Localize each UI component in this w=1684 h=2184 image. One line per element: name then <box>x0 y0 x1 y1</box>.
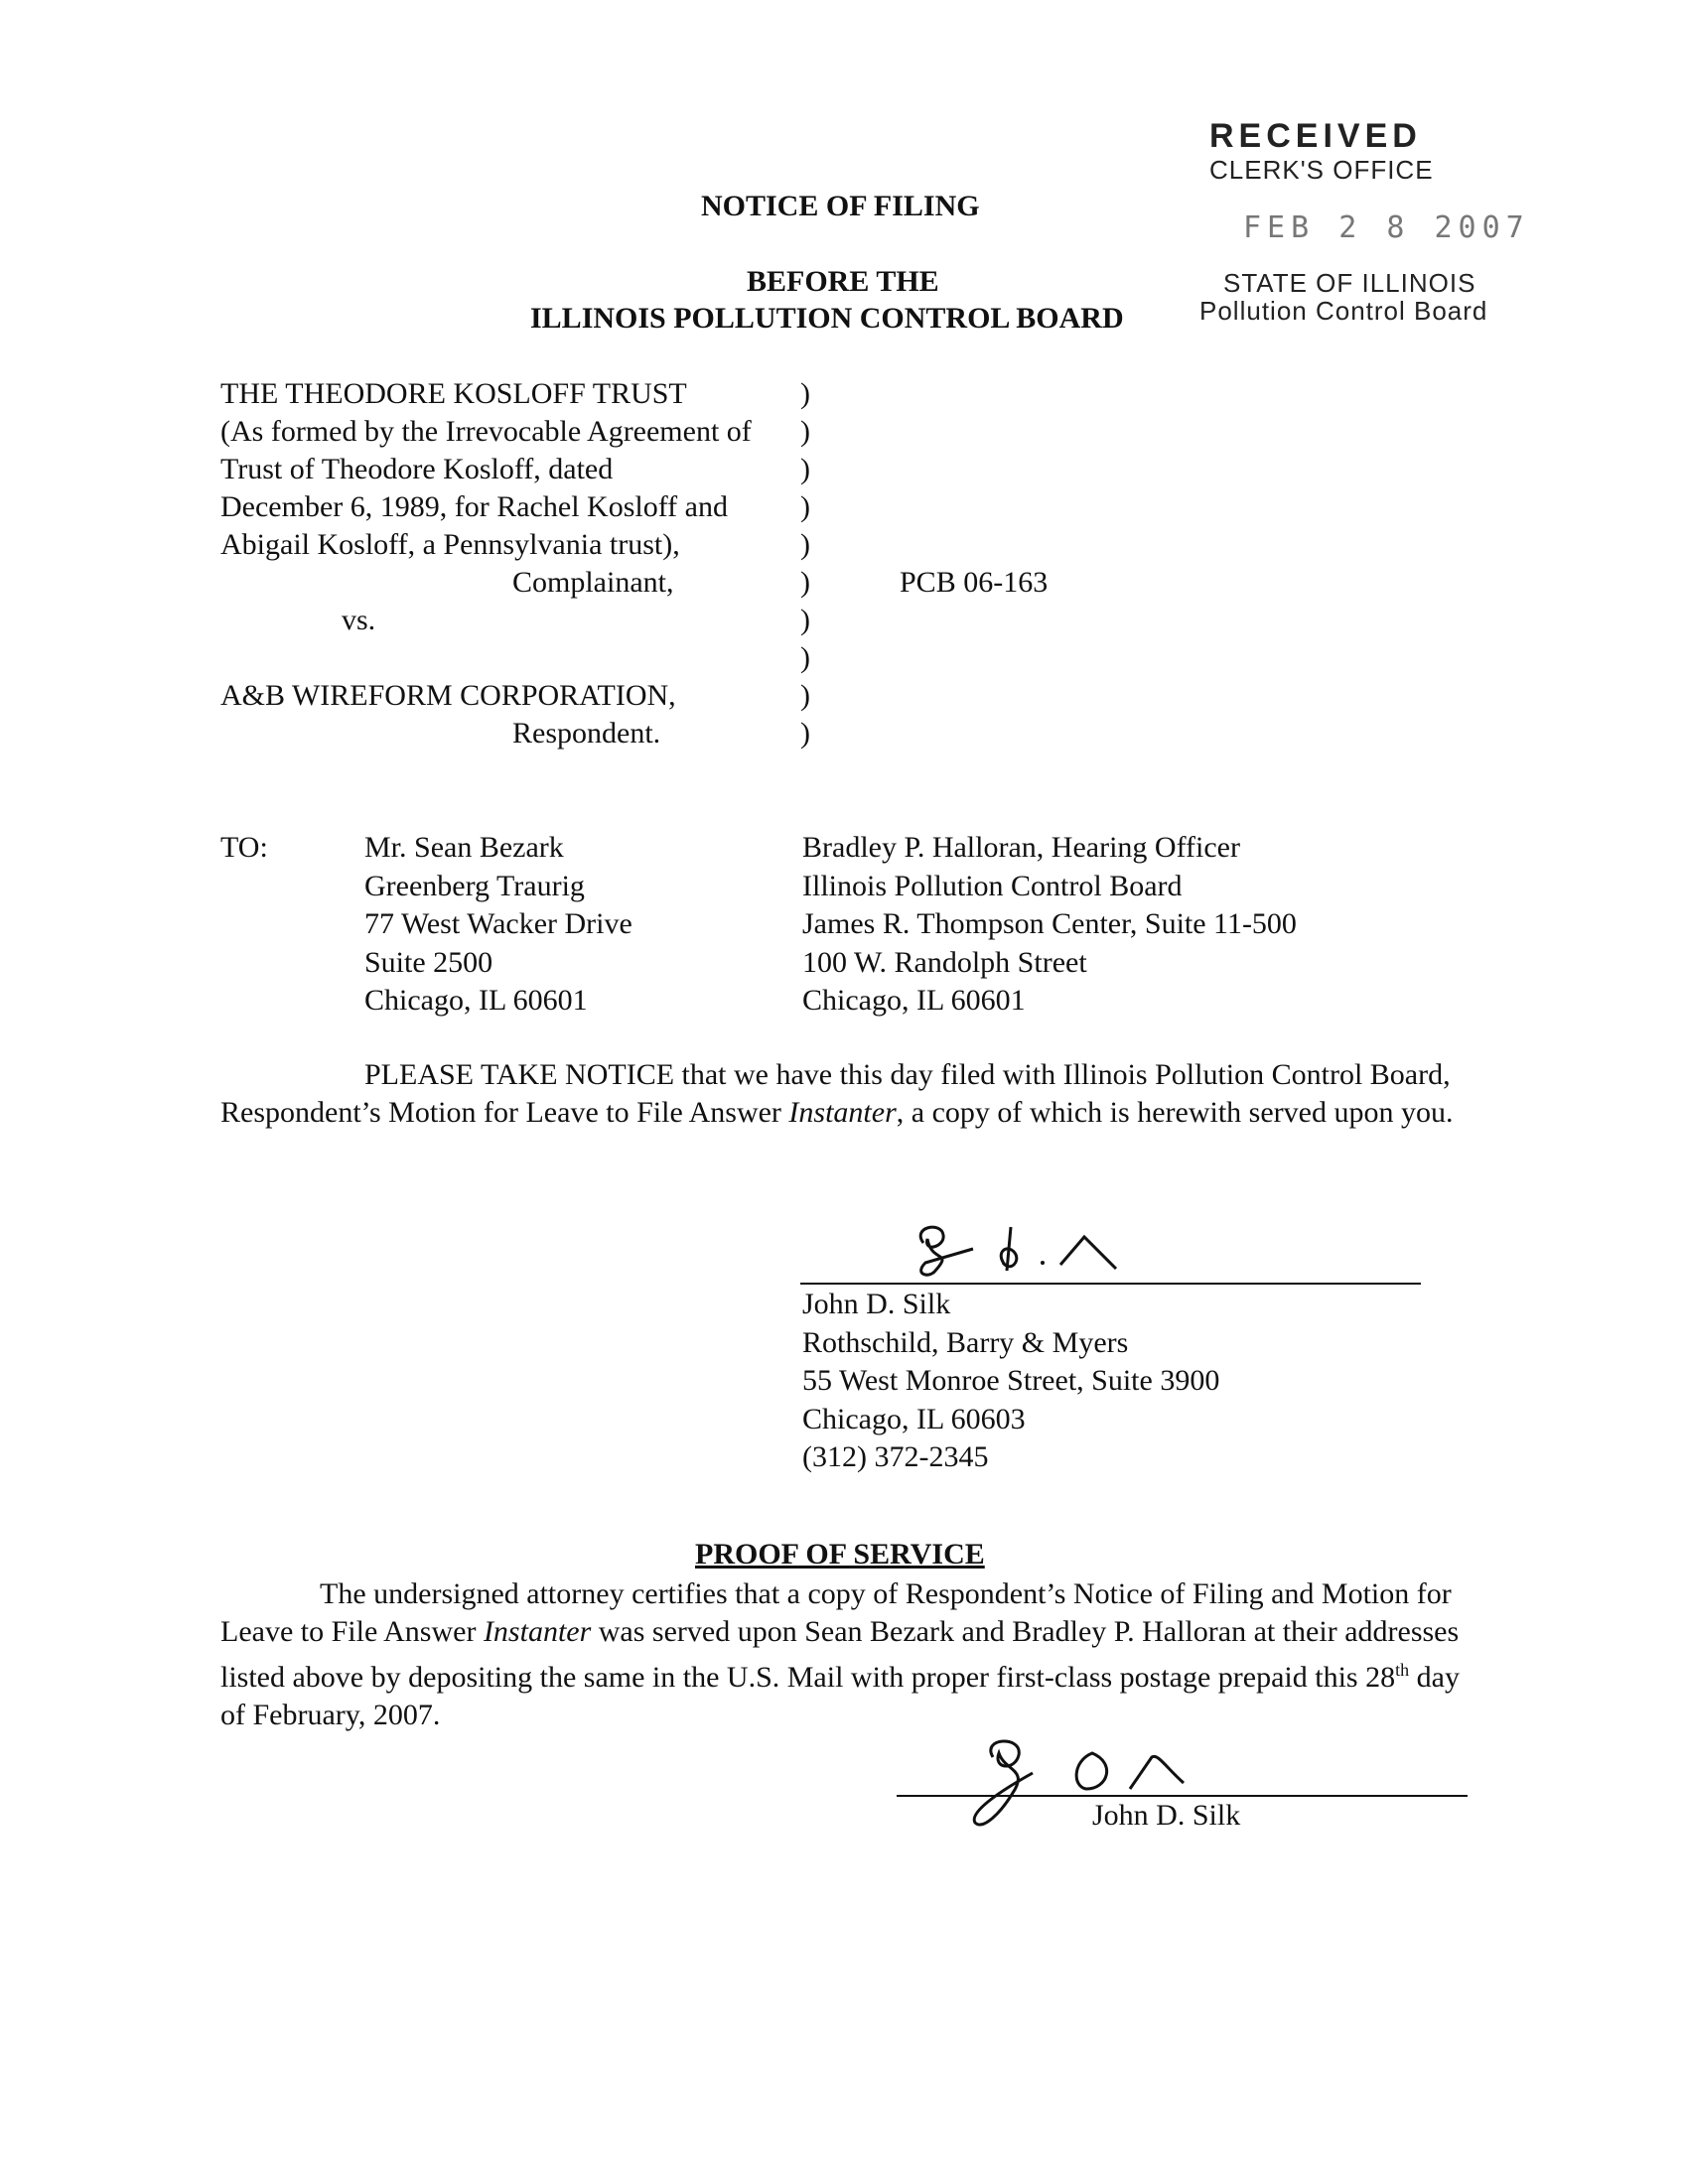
proof-italic-instanter: Instanter <box>483 1615 592 1648</box>
stamp-date: FEB 2 8 2007 <box>1243 210 1530 245</box>
complainant-role: Complainant, <box>512 566 674 599</box>
address-line: Suite 2500 <box>364 945 493 979</box>
caption-paren: ) <box>800 528 810 561</box>
proof-ordinal-suffix: th <box>1395 1660 1410 1680</box>
caption-paren: ) <box>800 679 810 712</box>
proof-of-service-title: PROOF OF SERVICE <box>695 1538 985 1570</box>
caption-complainant <box>220 375 752 752</box>
before-the-heading: BEFORE THE <box>747 265 939 298</box>
signature-line-2 <box>897 1795 1468 1797</box>
notice-text-2: , a copy of which is herewith served upon you. <box>896 1096 1454 1129</box>
address-line: Chicago, IL 60601 <box>802 984 1026 1017</box>
board-name-heading: ILLINOIS POLLUTION CONTROL BOARD <box>530 302 1124 335</box>
notice-text-1: PLEASE TAKE NOTICE that we have this day filed with Illinois Pollution Control Board, Respondent’s Motion for Leave to File Answer <box>220 1058 1451 1129</box>
notice-of-filing-title: NOTICE OF FILING <box>701 190 980 222</box>
caption-paren: ) <box>800 377 810 410</box>
recipient-address-halloran <box>802 829 1297 1021</box>
stamp-received: RECEIVED <box>1209 117 1422 155</box>
stamp-clerks-office: CLERK'S OFFICE <box>1209 155 1434 185</box>
attorney-name: John D. Silk <box>802 1288 951 1320</box>
address-line: 77 West Wacker Drive <box>364 907 632 940</box>
caption-paren: ) <box>800 604 810 636</box>
recipient-address-bezark <box>364 829 632 1021</box>
notice-paragraph <box>220 1056 1481 1132</box>
caption-line: Trust of Theodore Kosloff, dated <box>220 453 614 485</box>
caption-line: Abigail Kosloff, a Pennsylvania trust), <box>220 528 680 561</box>
proof-text-3: day of February, 2007. <box>220 1661 1460 1731</box>
to-label: TO: <box>220 831 268 864</box>
stamp-state: STATE OF ILLINOIS <box>1223 268 1476 298</box>
proof-text-1: The undersigned attorney certifies that a copy of Respondent’s Notice of Filing and Motion for Leave to File Answer <box>220 1577 1452 1648</box>
address-line: Greenberg Traurig <box>364 869 585 902</box>
proof-of-service-paragraph <box>220 1575 1491 1734</box>
versus-label: vs. <box>342 604 376 636</box>
address-line: Bradley P. Halloran, Hearing Officer <box>802 831 1240 864</box>
attorney-firm: Rothschild, Barry & Myers <box>802 1325 1129 1359</box>
caption-line: THE THEODORE KOSLOFF TRUST <box>220 377 687 410</box>
proof-signer-name: John D. Silk <box>1092 1799 1241 1832</box>
stamp-board: Pollution Control Board <box>1199 296 1488 326</box>
caption-paren: ) <box>800 453 810 485</box>
address-line: James R. Thompson Center, Suite 11-500 <box>802 907 1297 940</box>
proof-text-2: was served upon Sean Bezark and Bradley P. Halloran at their addresses listed above by depositing the same in the U.S. Mail with proper first-class postage prepaid this 28 <box>220 1615 1460 1694</box>
address-line: Mr. Sean Bezark <box>364 831 564 864</box>
signature-line-1 <box>800 1283 1421 1285</box>
attorney-street: 55 West Monroe Street, Suite 3900 <box>802 1364 1220 1397</box>
respondent-name: A&B WIREFORM CORPORATION, <box>220 679 676 712</box>
attorney-city: Chicago, IL 60603 <box>802 1402 1026 1435</box>
address-line: Chicago, IL 60601 <box>364 984 588 1017</box>
caption-paren: ) <box>800 415 810 448</box>
attorney-phone: (312) 372-2345 <box>802 1440 989 1473</box>
caption-paren: ) <box>800 641 810 674</box>
signature-1 <box>884 1213 1142 1285</box>
signature-block <box>802 1286 1219 1477</box>
caption-paren: ) <box>800 717 810 750</box>
address-line: 100 W. Randolph Street <box>802 945 1087 979</box>
address-line: Illinois Pollution Control Board <box>802 869 1183 902</box>
caption-line: (As formed by the Irrevocable Agreement of <box>220 415 752 448</box>
caption-paren: ) <box>800 490 810 523</box>
caption-line: December 6, 1989, for Rachel Kosloff and <box>220 490 728 523</box>
caption-parentheses <box>800 375 810 752</box>
notice-italic-instanter: Instanter <box>788 1096 897 1129</box>
case-number: PCB 06-163 <box>900 566 1049 599</box>
caption-paren: ) <box>800 566 810 599</box>
respondent-role: Respondent. <box>512 717 661 750</box>
